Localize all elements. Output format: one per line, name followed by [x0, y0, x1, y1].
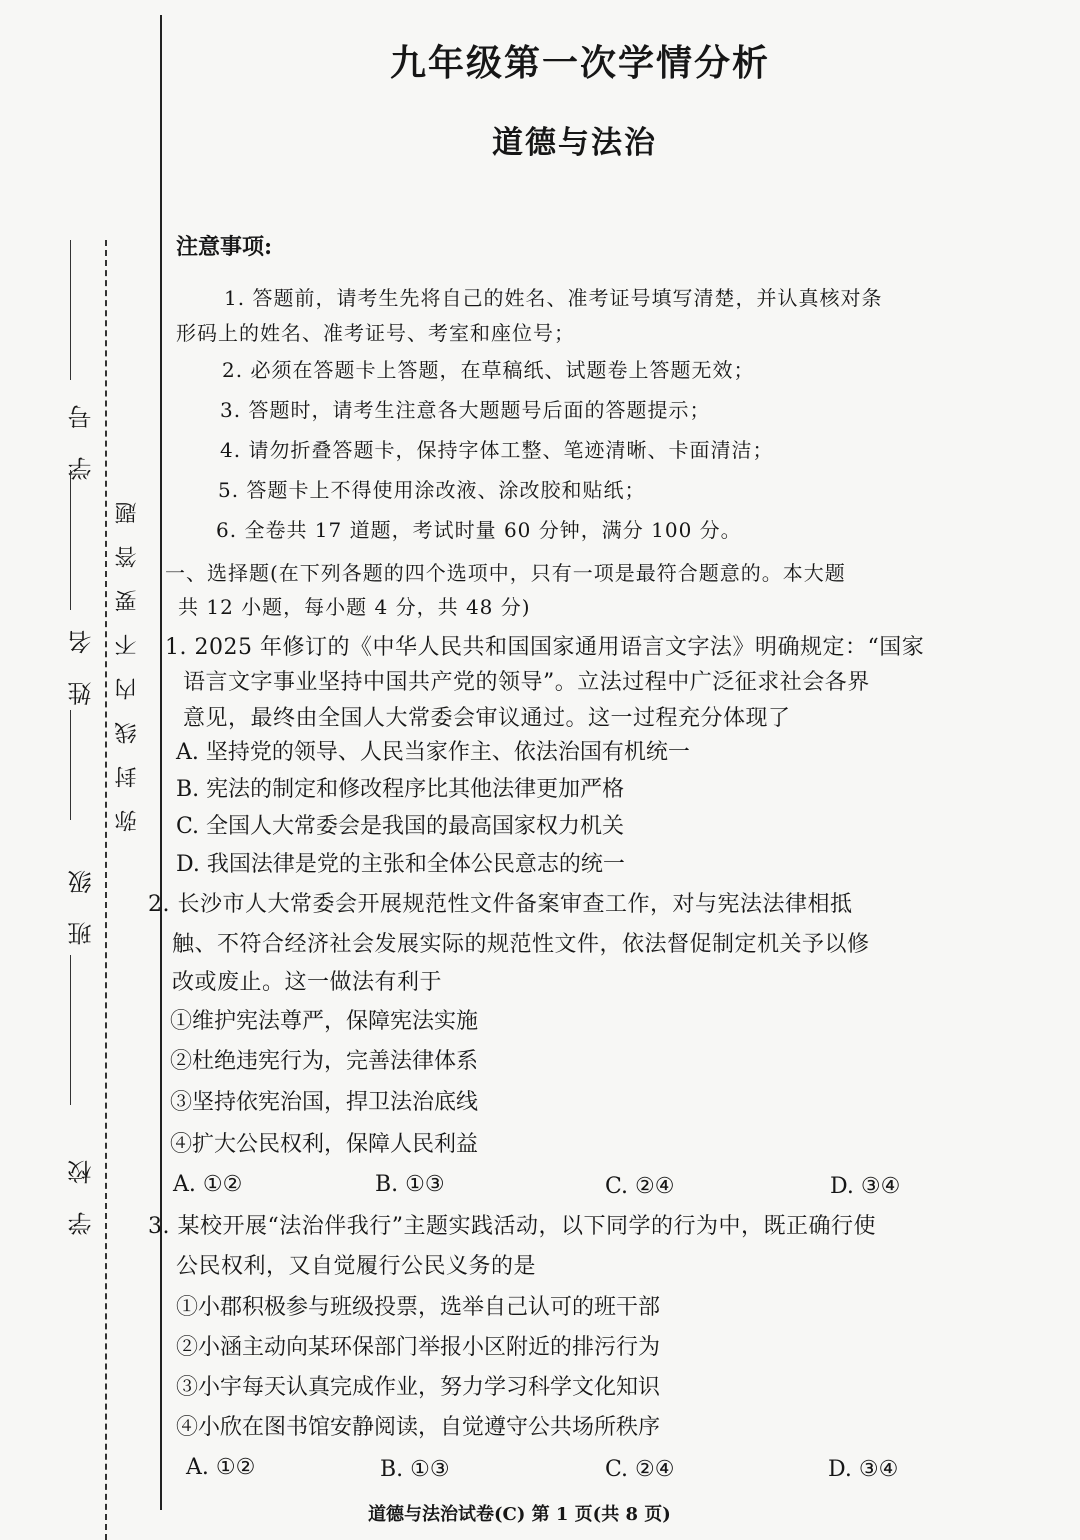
question-3-statement: ③小宇每天认真完成作业，努力学习科学文化知识: [176, 1375, 661, 1400]
question-3-option-c: C. ②④: [605, 1457, 675, 1482]
notice-item: 6. 全卷共 17 道题，考试时量 60 分钟，满分 100 分。: [216, 518, 742, 542]
notice-item: 3. 答题时，请考生注意各大题题号后面的答题提示；: [220, 398, 711, 422]
question-2-option-a: A. ①②: [173, 1172, 243, 1197]
question-2-option-c: C. ②④: [605, 1174, 675, 1199]
question-2-statement: ④扩大公民权利，保障人民利益: [170, 1132, 479, 1157]
notice-item: 形码上的姓名、准考证号、考室和座位号；: [176, 321, 575, 345]
question-3-option-a: A. ①②: [186, 1455, 256, 1480]
question-3-statement: ②小涵主动向某环保部门举报小区附近的排污行为: [176, 1335, 661, 1360]
notice-item: 2. 必须在答题卡上答题，在草稿纸、试题卷上答题无效；: [222, 358, 755, 382]
question-2-option-d: D. ③④: [830, 1174, 901, 1199]
question-2-statement: ②杜绝违宪行为，完善法律体系: [170, 1049, 479, 1074]
class-fill-line: [70, 710, 71, 820]
question-2-option-b: B. ①③: [375, 1172, 445, 1197]
question-3-text: 3. 某校开展“法治伴我行”主题实践活动，以下同学的行为中，既正确行使: [148, 1214, 876, 1239]
question-2-statement: ①维护宪法尊严，保障宪法实施: [170, 1009, 479, 1034]
section-heading: 一、选择题(在下列各题的四个选项中，只有一项是最符合题意的。本大题: [165, 561, 846, 585]
question-2-text: 2. 长沙市人大常委会开展规范性文件备案审查工作，对与宪法法律相抵: [148, 892, 853, 917]
class-label: 班 级: [68, 860, 96, 946]
question-1-text: 1. 2025 年修订的《中华人民共和国国家通用语言文字法》明确规定：“国家: [165, 635, 925, 660]
margin-border-line: [160, 15, 162, 1510]
student-id-fill-line: [70, 240, 71, 380]
notice-item: 5. 答题卡上不得使用涂改液、涂改胶和贴纸；: [218, 478, 646, 502]
subject-title: 道德与法治: [492, 125, 657, 161]
school-label: 学 校: [68, 1150, 96, 1236]
seal-dashed-line: [105, 240, 107, 1540]
notice-title: 注意事项:: [176, 234, 273, 260]
notice-item: 4. 请勿折叠答题卡，保持字体工整、笔迹清晰、卡面清洁；: [220, 438, 774, 462]
question-1-text: 语言文字事业坚持中国共产党的领导”。立法过程中广泛征求社会各界: [183, 670, 870, 695]
seal-warning-text: 弥封线内不要答题: [115, 480, 140, 832]
question-2-statement: ③坚持依宪治国，捍卫法治底线: [170, 1090, 479, 1115]
name-fill-line: [70, 470, 71, 610]
question-3-statement: ④小欣在图书馆安静阅读，自觉遵守公共场所秩序: [176, 1415, 661, 1440]
name-label: 姓 名: [68, 620, 96, 706]
exam-title: 九年级第一次学情分析: [390, 42, 771, 84]
student-id-label: 学 号: [68, 395, 96, 481]
question-2-text: 改或废止。这一做法有利于: [172, 970, 443, 995]
question-1-option-d: D. 我国法律是党的主张和全体公民意志的统一: [176, 852, 625, 877]
school-fill-line: [70, 955, 71, 1105]
question-2-text: 触、不符合经济社会发展实际的规范性文件，依法督促制定机关予以修: [172, 932, 870, 957]
page-footer: 道德与法治试卷(C) 第 1 页(共 8 页): [368, 1504, 671, 1525]
question-1-option-b: B. 宪法的制定和修改程序比其他法律更加严格: [176, 777, 625, 802]
question-3-option-d: D. ③④: [828, 1457, 899, 1482]
question-3-text: 公民权利，又自觉履行公民义务的是: [176, 1254, 537, 1279]
question-1-option-a: A. 坚持党的领导、人民当家作主、依法治国有机统一: [176, 740, 690, 765]
notice-item: 1. 答题前，请考生先将自己的姓名、准考证号填写清楚，并认真核对条: [224, 286, 883, 310]
question-1-text: 意见，最终由全国人大常委会审议通过。这一过程充分体现了: [183, 706, 791, 731]
section-heading-cont: 共 12 小题，每小题 4 分，共 48 分): [178, 595, 531, 619]
question-3-option-b: B. ①③: [380, 1457, 450, 1482]
question-1-option-c: C. 全国人大常委会是我国的最高国家权力机关: [176, 814, 625, 839]
question-3-statement: ①小郡积极参与班级投票，选举自己认可的班干部: [176, 1295, 661, 1320]
